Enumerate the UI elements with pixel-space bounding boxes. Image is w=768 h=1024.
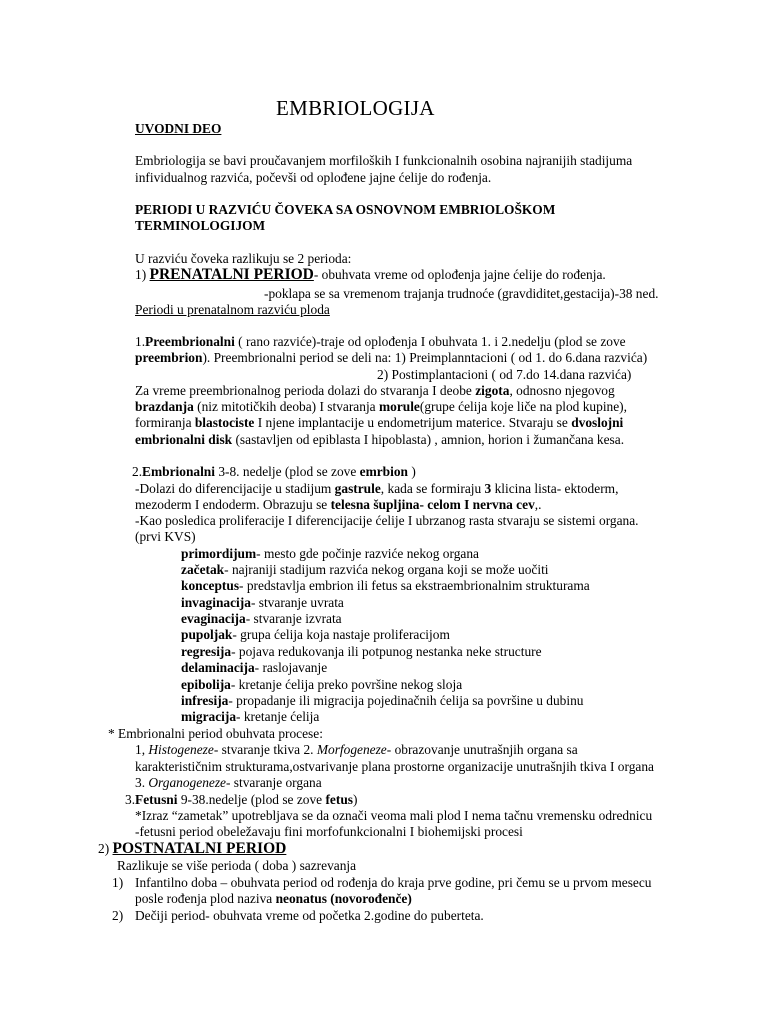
text-segment: , kada se formiraju (380, 481, 485, 496)
fetusni-line-1 (125, 792, 357, 808)
term-item (181, 578, 590, 594)
preembrionalni-line-3: 2) Postimplantacioni ( od 7.do 14.dana razvića) (377, 367, 632, 382)
section-heading-periodi-2: TERMINOLOGIJOM (135, 218, 266, 233)
term-name: evaginacija (181, 611, 246, 626)
term-item (181, 546, 479, 562)
term-definition: - mesto gde počinje razviće nekog organa (256, 546, 479, 561)
section-heading-uvodni: UVODNI DEO (135, 121, 222, 136)
intro-line-2: infividualnog razvića, počevši od oplođene jajne ćelije do rođenja. (135, 170, 492, 185)
text-segment: - stvaranje tkiva 2. (213, 742, 317, 757)
postnatal-number: 2) (98, 841, 113, 856)
term-name: epibolija (181, 677, 231, 692)
term-definition: - propadanje ili migracija pojedinačnih ćelija sa površine u dubinu (228, 693, 584, 708)
embrionalni-number: 2. (132, 464, 143, 479)
procesi-line-2 (135, 742, 578, 758)
text-segment: - stvaranje organa (226, 775, 322, 790)
prenatal-poklapa: -poklapa se sa vremenom trajanja trudnoće (gravdiditet,gestacija)-38 ned. (264, 286, 659, 301)
text-segment: I njene implantacije u endometrijum materice. Stvaraju se (254, 415, 572, 430)
preembrionalni-line-5 (135, 399, 627, 415)
blastociste-term: blastociste (194, 415, 255, 430)
section-heading-periodi-1: PERIODI U RAZVIĆU ČOVEKA SA OSNOVNOM EMBRIOLOŠKOM (135, 202, 556, 217)
term-item (181, 562, 549, 578)
document-title: EMBRIOLOGIJA (276, 96, 435, 120)
preembrion-term: preembrion (135, 350, 203, 365)
embrionalni-line-2 (135, 481, 618, 497)
preembrionalni-text: ). Preembrionalni period se deli na: 1) Preimplanntacioni ( od 1. do 6.dana razvića) (202, 350, 648, 365)
emrbion-term: emrbion (359, 464, 408, 479)
procesi-line-1: * Embrionalni period obuhvata procese: (108, 726, 323, 741)
neonatus-term: neonatus (novorođenče) (275, 891, 412, 906)
term-definition: - raslojavanje (254, 660, 328, 675)
embrionalni-line-5: (prvi KVS) (135, 529, 196, 544)
fetusni-term: Fetusni (135, 792, 178, 807)
brazdanja-term: brazdanja (135, 399, 194, 414)
preembrionalni-term: Preembrionalni (145, 334, 235, 349)
term-item (181, 709, 319, 725)
procesi-line-3: karakterističnim strukturama,ostvarivanje plana prostorne organizacije unutrašnjih tkiva I organa (135, 759, 654, 774)
term-name: invaginacija (181, 595, 251, 610)
term-item (181, 677, 462, 693)
text-segment: posle rođenja plod naziva (135, 891, 276, 906)
list-item-infantilno-cont (135, 891, 412, 907)
text-segment: - obrazovanje unutrašnjih organa sa (386, 742, 578, 757)
term-definition: - stvaranje izvrata (245, 611, 342, 626)
term-name: infresija (181, 693, 229, 708)
term-name: primordijum (181, 546, 257, 561)
term-item (181, 611, 342, 627)
postnatal-label: POSTNATALNI PERIOD (112, 840, 287, 857)
text-segment: 3-8. nedelje (plod se zove (214, 464, 360, 479)
term-name: pupoljak (181, 627, 233, 642)
preembrionalni-text: ( rano razviće)-traje od oplođenja I obuhvata 1. i 2.nedelju (plod se zove (234, 334, 626, 349)
morfogeneze-term: Morfogeneze (316, 742, 387, 757)
text-segment: ,. (534, 497, 542, 512)
histogeneze-term: Histogeneze (148, 742, 214, 757)
list-item-infantilno: Infantilno doba – obuhvata period od rođenja do kraja prve godine, pri čemu se u prvom mesecu (135, 875, 652, 890)
text-segment: klicina lista- ektoderm, (491, 481, 619, 496)
organogeneze-term: Organogeneze (148, 775, 226, 790)
prenatal-sub-heading: Periodi u prenatalnom razviću ploda (135, 302, 330, 317)
preembrionalni-number: 1. (135, 334, 146, 349)
term-name: regresija (181, 644, 232, 659)
morule-term: morule (378, 399, 420, 414)
term-item (181, 644, 542, 660)
term-definition: - najraniji stadijum razvića nekog organa koji se može uočiti (224, 562, 549, 577)
term-item (181, 693, 583, 709)
text-segment: 9-38.nedelje (plod se zove (177, 792, 326, 807)
preembrionalni-line-7 (135, 432, 624, 448)
text-segment: -Dolazi do diferencijacije u stadijum (135, 481, 335, 496)
text-segment: 1, (135, 742, 149, 757)
text-segment: (sastavljen od epiblasta I hipoblasta) , amnion, horion i žumančana kesa. (232, 432, 625, 447)
list-item-deciji: Dečiji period- obuhvata vreme od početka 2.godine do puberteta. (135, 908, 484, 923)
term-item (181, 627, 450, 643)
prenatal-number: 1) (135, 267, 150, 282)
number-3: 3 (484, 481, 492, 496)
fetus-term: fetus (325, 792, 353, 807)
term-name: konceptus (181, 578, 240, 593)
embrionalni-disk-term: embrionalni disk (135, 432, 233, 447)
list-item-number: 2) (112, 908, 124, 923)
prenatal-line (135, 267, 606, 283)
fetusni-number: 3. (125, 792, 136, 807)
text-segment: 3. (135, 775, 149, 790)
text-segment: , odnosno njegovog (509, 383, 615, 398)
term-definition: - stvaranje uvrata (250, 595, 344, 610)
list-item-number: 1) (112, 875, 124, 890)
embrionalni-line-3 (135, 497, 541, 513)
preembrionalni-line-6 (135, 415, 623, 431)
term-definition: - grupa ćelija koja nastaje proliferacijom (232, 627, 450, 642)
text-segment: formiranja (135, 415, 195, 430)
preembrionalni-line-2 (135, 350, 647, 366)
term-definition: - kretanje ćelija (236, 709, 320, 724)
postnatal-line-2: Razlikuje se više perioda ( doba ) sazrevanja (117, 858, 357, 873)
intro-line-1: Embriologija se bavi proučavanjem morfiloških I funkcionalnih osobina najranijih stadijuma (135, 153, 633, 168)
text-segment: (grupe ćelija koje liče na plod kupine), (419, 399, 627, 414)
fetusni-line-3: -fetusni period obeležavaju fini morfofunkcionalni I biohemijski procesi (135, 824, 523, 839)
embrionalni-line-4: -Kao posledica proliferacije I diferencijacije ćelije I ubrzanog rasta stvaraju se sistemi organa. (135, 513, 639, 528)
term-item (181, 595, 344, 611)
term-definition: - predstavlja embrion ili fetus sa ekstraembrionalnim strukturama (239, 578, 590, 593)
embrionalni-term: Embrionalni (142, 464, 215, 479)
preembrionalni-line-4 (135, 383, 615, 399)
razlikuju-line: U razviću čoveka razlikuju se 2 perioda: (135, 251, 352, 266)
text-segment: ) (353, 792, 358, 807)
term-name: začetak (181, 562, 225, 577)
embrionalni-line-1 (132, 464, 416, 480)
text-segment: ) (408, 464, 416, 479)
prenatal-label: PRENATALNI PERIOD (149, 266, 314, 283)
term-name: delaminacija (181, 660, 255, 675)
term-definition: - pojava redukovanja ili potpunog nestanka neke structure (231, 644, 542, 659)
procesi-line-4 (135, 775, 322, 791)
prenatal-rest: - obuhvata vreme od oplođenja jajne ćelije do rođenja. (313, 267, 606, 282)
preembrionalni-line-1 (135, 334, 626, 350)
term-definition: - kretanje ćelija preko površine nekog sloja (230, 677, 463, 692)
text-segment: Za vreme preembrionalnog perioda dolazi do stvaranja I deobe (135, 383, 476, 398)
text-segment: (niz mitotičkih deoba) I stvaranja (193, 399, 379, 414)
celom-term: telesna šupljina- celom I nervna cev (330, 497, 535, 512)
dvoslojni-term: dvoslojni (571, 415, 624, 430)
term-name: migracija (181, 709, 237, 724)
zigota-term: zigota (475, 383, 510, 398)
postnatal-line (98, 841, 286, 857)
fetusni-line-2: *Izraz “zametak” upotrebljava se da označi veoma mali plod I nema tačnu vremensku odrednicu (135, 808, 653, 823)
term-item (181, 660, 327, 676)
text-segment: mezoderm I endoderm. Obrazuju se (135, 497, 331, 512)
gastrule-term: gastrule (334, 481, 381, 496)
